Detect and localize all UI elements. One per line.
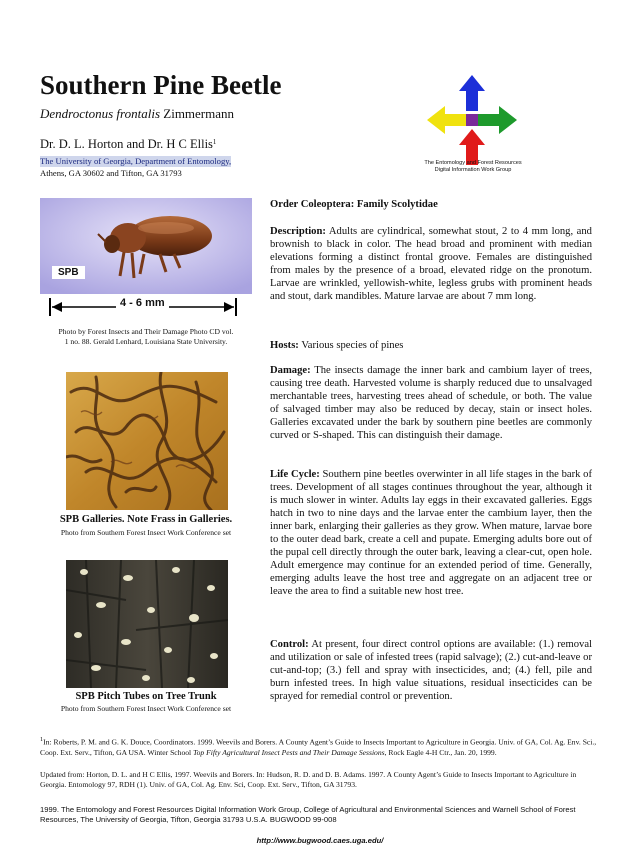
- blue-arrow: [459, 75, 485, 111]
- damage-text: The insects damage the inner bark and cambium layer of trees, causing tree death. Harvested volume is sharply reduced due to unsalvaged merchantable trees, harvesting trees ahead of schedule, or both. The value of salvaged timber may also be reduced by decay, stain or insect holes. Galleries excavated under the bark by southern pine beetles are commonly curved or S-shaped. This can distinguish their damage.: [270, 365, 592, 441]
- affiliation-line-2: Athens, GA 30602 and Tifton, GA 31793: [40, 168, 182, 178]
- authors-line: [40, 136, 216, 152]
- order-family-heading: Order Coleoptera: Family Scolytidae: [270, 199, 438, 210]
- footnote-1: $^1$In: Roberts, P. M. and G. K. Douce, Coordinators. 1999. Weevils and Borers. A County Agent’s Guide to Insects Important to Agriculture in Georgia. Univ. of GA, Col. Ag. Env. Sci., Coop. Ext. Serv., Tifton, GA USA. Winter School Top Fifty Agricultural Insect Pests and Their Damage Sessions, Rock Eagle 4-H Ctr., Jan. 20, 1999.: [40, 736, 597, 757]
- damage-label: Damage:: [270, 365, 311, 376]
- bugwood-credit: 1999. The Entomology and Forest Resources Digital Information Work Group, College of Agricultural and Environmental Sciences and Warnell School of Forest Resources, The University of Georgia, Tifton, Georgia 31793 U.S.A. BUGWOOD 99-008: [40, 805, 576, 824]
- hosts-label: Hosts:: [270, 340, 299, 351]
- yellow-arrow: [427, 106, 466, 134]
- hosts-section: [270, 339, 592, 352]
- life-cycle-section: [270, 468, 592, 598]
- photo2-title: SPB Galleries. Note Frass in Galleries.: [59, 514, 233, 525]
- description-text: Adults are cylindrical, somewhat stout, 2 to 4 mm long, and brownish to black in color. The head broad and prominent with median elevations forming a distinct frontal groove. Females are distinguished from males by the presence of a broad, elevated ridge on the pronotum. Larvae are wrinkled, yellowish-white, legless grubs with prominent heads and stout, dark mandibles. Mature larvae are about 7 mm long.: [270, 226, 592, 302]
- beetle-photo: [40, 198, 252, 326]
- spb-label: SPB: [52, 266, 85, 279]
- control-text: At present, four direct control options are available: (1.) removal and utilization or sale of infested trees (rapid salvage); (2.) cut-and-leave or cut-and-top; (3.) fell and spray with insecticides, and; (4.) fell, pile and burn infested trees. In high value situations, residual insecticides can be sprayed for remedial control or prevention.: [270, 639, 592, 702]
- beetle-head: [104, 235, 120, 253]
- logo-caption: The Entomology and Forest Resources Digital Information Work Group: [424, 160, 522, 173]
- description-label: Description:: [270, 226, 326, 237]
- photo2-credit: Photo from Southern Forest Insect Work Conference set: [60, 528, 232, 537]
- footnote-2: Updated from: Horton, D. L. and H C Ellis, 1997. Weevils and Borers. In: Hudson, R. D. and D. B. Adams. 1997. A County Agent’s Guide to Insects Important to Agriculture in Georgia. Entomology 97, RDH (1). Univ. of GA, Col. Ag. Env. Sci, Coop. Ext. Serv., Tifton, GA 31793.: [40, 770, 577, 789]
- scale-text: 4 - 6 mm: [116, 297, 169, 309]
- scientific-name: Dendroctonus frontalis: [40, 106, 161, 121]
- galleries-photo: [66, 372, 228, 510]
- page-title: Southern Pine Beetle: [40, 70, 282, 100]
- authors: Dr. D. L. Horton and Dr. H C Ellis: [40, 137, 213, 151]
- control-label: Control:: [270, 639, 309, 650]
- green-arrow: [478, 106, 517, 134]
- four-arrows-icon: [423, 75, 521, 165]
- scale-bar: [40, 294, 252, 326]
- authority: Zimmermann: [163, 106, 235, 121]
- hosts-text: Various species of pines: [301, 340, 404, 351]
- bugwood-url[interactable]: http://www.bugwood.caes.uga.edu/: [256, 836, 384, 845]
- footnote-marker: 1: [212, 138, 217, 146]
- damage-section: [270, 364, 592, 442]
- life-cycle-label: Life Cycle:: [270, 469, 320, 480]
- affiliation-line-1[interactable]: The University of Georgia, Department of Entomology,: [40, 156, 232, 166]
- photo1-caption: Photo by Forest Insects and Their Damage Photo CD vol. 1 no. 88. Gerald Lenhard, Louisiana State University.: [58, 327, 234, 346]
- scientific-name-line: [40, 106, 234, 122]
- photo3-credit: Photo from Southern Forest Insect Work Conference set: [60, 704, 232, 713]
- description-section: [270, 225, 592, 303]
- center-square: [466, 114, 478, 126]
- control-section: [270, 638, 592, 703]
- pitch-tubes-photo: [66, 560, 228, 688]
- photo3-title: SPB Pitch Tubes on Tree Trunk: [75, 691, 217, 702]
- life-cycle-text: Southern pine beetles overwinter in all life stages in the bark of trees. Development of all stages continues throughout the year, although it is much slower in winter. Adults lay eggs in their excavated galleries. Eggs hatch in two to nine days and the larvae enter the cambium layer, then the inner bark, enlarging their galleries as they grow. When mature, larvae bore to the outer dead bark, create a cell and pupate. Emerging adults bore out of the pupal cell directly through the outer bark, leaving a clear-cut, open hole. Adult emergence may continue for an extended period of time. Generally, emerging adults leave the host tree and aggregate on an adjacent tree or leave the area to find a suitable new host tree.: [270, 469, 592, 597]
